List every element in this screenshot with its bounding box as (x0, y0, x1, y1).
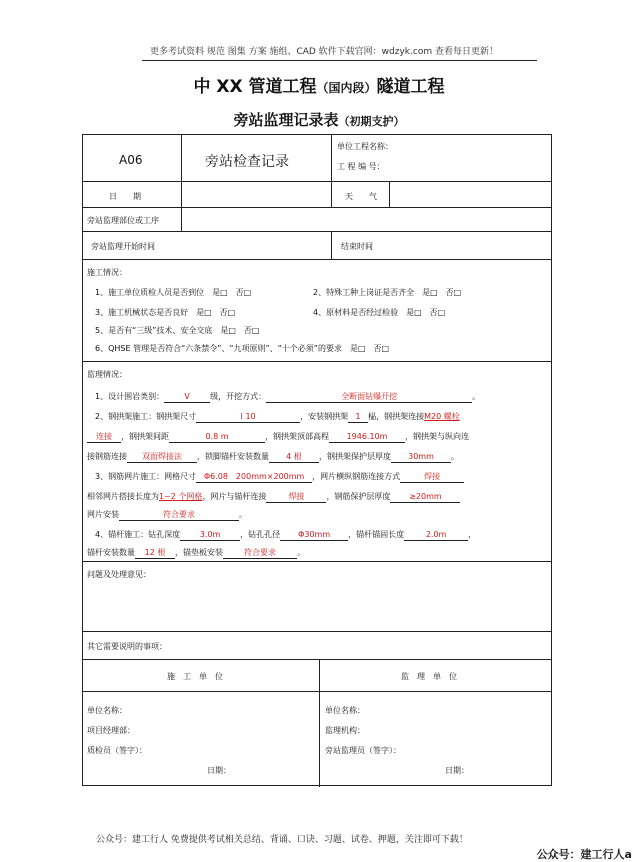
supervision-line-6 (87, 491, 460, 503)
text: 接钢筋连接 (87, 452, 127, 461)
project-no-label: 工 程 编 号： (337, 162, 385, 171)
s-date-label: 日期： (445, 766, 469, 775)
rule (83, 631, 551, 632)
supervision-unit-heading: 监 理 单 位 (401, 672, 457, 681)
issues-label: 问题及处理意见： (87, 570, 151, 579)
supervision-line-9 (87, 547, 305, 559)
text: ，锁脚锚杆安装数量 (197, 452, 269, 461)
main-title-b: （国内段） (316, 81, 377, 95)
c-name-label: 单位名称： (87, 706, 127, 715)
text: 。 (239, 510, 247, 519)
rule (331, 231, 332, 259)
rule (181, 135, 182, 231)
filled-value: 1 (348, 412, 368, 423)
filled-value: 连接 (87, 432, 121, 443)
c-pm-label: 项目经理部： (87, 726, 135, 735)
c-date-label: 日期： (207, 766, 231, 775)
text: ，锚杆锚固长度 (348, 530, 405, 539)
text: ，钢拱架顶部高程 (265, 432, 329, 441)
end-time-label: 结束时间 (341, 242, 373, 251)
filled-value: M20 螺栓 (424, 412, 460, 421)
rule (83, 259, 551, 260)
filled-value: 1946.10m (329, 432, 405, 443)
record-form (82, 134, 552, 786)
filled-value: 焊接 (400, 472, 464, 483)
filled-value: ≥20mm (390, 492, 460, 503)
top-rule (142, 60, 537, 61)
supervision-line-4 (87, 451, 459, 463)
filled-value: 12 根 (135, 548, 175, 559)
construction-item-5: 5、是否有“三级”技术、安全交底 是□ 否□ (95, 326, 260, 335)
text: 。 (297, 548, 305, 557)
filled-value: 符合要求 (223, 548, 297, 559)
start-time-label: 旁站监理开始时间 (91, 242, 155, 251)
filled-value: Φ6.08 200mm×200mm (196, 472, 312, 483)
watermark: 公众号：建工行人a (536, 848, 632, 861)
rule (389, 181, 390, 207)
text: 榀，钢拱架连接 (368, 412, 425, 421)
text: 锚杆安装数量 (87, 548, 135, 557)
supervision-line-2 (95, 411, 460, 423)
text: 级，开挖方式： (210, 392, 267, 401)
construction-heading: 施工情况： (87, 268, 127, 277)
form-name: 旁站检查记录 (205, 154, 289, 170)
rule (83, 181, 551, 182)
text: 网片安装 (87, 510, 119, 519)
text: 。 (451, 452, 459, 461)
rule (319, 659, 320, 787)
construction-item-2: 2、特殊工种上岗证是否齐全 是□ 否□ (313, 288, 462, 297)
sub-title-a: 旁站监理记录表 (233, 111, 339, 129)
supervision-line-5 (95, 471, 464, 483)
rule (83, 659, 551, 660)
main-title (0, 72, 638, 97)
s-name-label: 单位名称： (325, 706, 365, 715)
text: 2、钢拱架施工：钢拱架尺寸 (95, 412, 197, 421)
filled-value: I 10 (196, 412, 300, 423)
location-label: 旁站监理部位或工序 (87, 216, 159, 225)
sub-title (0, 109, 638, 130)
weather-label: 天 气 (345, 192, 377, 201)
rule (331, 135, 332, 207)
filled-value: 符合要求 (119, 510, 239, 521)
main-title-a: 中 XX 管道工程 (193, 77, 317, 97)
text: ，网片横纵钢筋连接方式 (312, 472, 401, 481)
filled-value: 全断面钻爆开挖 (266, 392, 472, 403)
form-code: A06 (119, 153, 143, 167)
unit-project-label: 单位工程名称： (337, 142, 393, 151)
top-note: 更多考试资料 规范 图集 方案 施组、CAD 软件下载官网：wdzyk.com 查看每日更新！ (150, 47, 498, 57)
text: ，钻孔孔径 (240, 530, 281, 539)
text: ，钢筋保护层厚度 (326, 492, 391, 501)
construction-item-1: 1、施工单位质检人员是否到位 是□ 否□ (95, 288, 252, 297)
s-org-label: 监理机构： (325, 726, 365, 735)
text: ，钢拱架与纵向连 (405, 432, 469, 441)
text: ，网片与锚杆连接 (202, 492, 267, 501)
filled-value: 焊接 (266, 492, 326, 503)
rule (83, 691, 551, 692)
other-label: 其它需要说明的事项： (87, 642, 167, 651)
construction-item-6: 6、QHSE 管理是否符合“六条禁令”、“九项原则”、“十个必须”的要求 是□ 否□ (95, 344, 390, 353)
supervision-line-1 (95, 391, 480, 403)
filled-value: 0.8 m (169, 432, 265, 443)
filled-value: 1~2 个网格 (159, 492, 203, 501)
filled-value: 30mm (391, 452, 451, 463)
supervision-line-8 (95, 529, 476, 541)
main-title-c: 隧道工程 (376, 77, 445, 97)
bottom-note: 公众号：建工行人 免费提供考试相关总结、背诵、口诀、习题、试卷、押题，关注即可下载！ (96, 835, 468, 845)
supervision-heading: 监理情况： (87, 370, 127, 379)
filled-value: 3.0m (180, 530, 240, 541)
date-label: 日 期 (109, 192, 141, 201)
text: ，锚垫板安装 (175, 548, 223, 557)
text: ，安装钢拱架 (300, 412, 349, 421)
rule (83, 231, 551, 232)
filled-value: 2.0m (404, 530, 468, 541)
c-inspector-label: 质检员（签字）： (87, 746, 147, 755)
text: ， (468, 530, 477, 539)
s-supervisor-label: 旁站监理员（签字）： (325, 746, 401, 755)
supervision-line-7 (87, 509, 247, 521)
supervision-line-3 (87, 431, 469, 443)
rule (83, 361, 551, 362)
filled-value: 4 根 (269, 452, 319, 463)
filled-value: Φ30mm (280, 530, 348, 541)
text: 4、锚杆施工：钻孔深度 (95, 530, 181, 539)
text: ，钢拱架间距 (121, 432, 169, 441)
construction-item-3: 3、施工机械状态是否良好 是□ 否□ (95, 308, 236, 317)
construction-unit-heading: 施 工 单 位 (167, 672, 223, 681)
text: 3、钢筋网片施工：网格尺寸 (95, 472, 197, 481)
text: 1、设计围岩类别： (95, 392, 165, 401)
sub-title-b: （初期支护） (338, 115, 405, 128)
text: ，钢拱架保护层厚度 (319, 452, 391, 461)
rule (83, 561, 551, 562)
text: 。 (472, 392, 481, 401)
text: 相邻网片搭接长度为 (87, 492, 159, 501)
filled-value: V (164, 392, 210, 403)
filled-value: 双面焊接法 (127, 452, 197, 463)
construction-item-4: 4、原材料是否经过检验 是□ 否□ (313, 308, 446, 317)
rule (83, 207, 551, 208)
